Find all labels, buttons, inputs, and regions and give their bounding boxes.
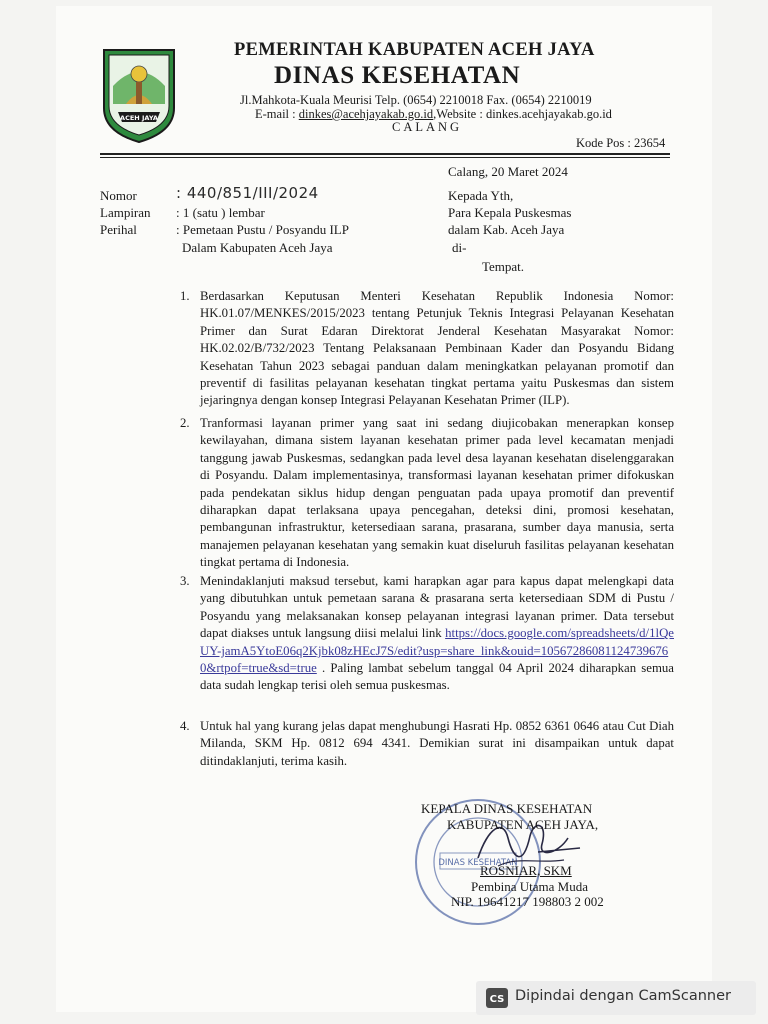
recipient-line: Tempat.: [482, 259, 525, 274]
letterhead-address: Jl.Mahkota-Kuala Meurisi Telp. (0654) 2210018 Fax. (0654) 2210019: [240, 93, 592, 107]
camscanner-icon: [486, 988, 508, 1008]
nomor-value: : 440/851/III/2024: [176, 184, 319, 202]
signatory-rank: Pembina Utama Muda: [471, 879, 588, 894]
email-link[interactable]: dinkes@acehjayakab.go.id: [298, 107, 434, 121]
signature-title-cont: KABUPATEN ACEH JAYA,: [447, 817, 599, 832]
perihal-value-cont: Dalam Kabupaten Aceh Jaya: [182, 240, 333, 255]
letterhead-postal-code: Kode Pos : 23654: [576, 136, 666, 150]
lampiran-label: Lampiran: [100, 205, 151, 220]
website-text: ,Website : dinkes.acehjayakab.go.id: [433, 107, 612, 121]
lampiran-value: : 1 (satu ) lembar: [176, 205, 265, 220]
recipient-line: dalam Kab. Aceh Jaya: [448, 222, 565, 237]
scanner-watermark-text: Dipindai dengan CamScanner: [515, 988, 732, 1004]
paragraph-text: Berdasarkan Keputusan Menteri Kesehatan Republik Indonesia Nomor: HK.01.07/MENKES/2015/2023 tentang Petunjuk Teknis Integrasi Pelayanan Kesehatan Primer dan Surat Edaran Direktorat Jenderal Kesehatan Masyarakat Nomor: HK.02.02/B/732/2023 Tentang Pelaksanaan Pembinaan Kader dan Posyandu Bidang Kesehatan Tahun 2023 sebagai panduan dalam meningkatkan pelayanan promotif dan preventif di fasilitas pelayanan kesehatan tingkat pertama yaitu Puskesmas dan sistem jejaringnya dengan konsep Integrasi Pelayanan Kesehatan Primer (ILP).: [200, 289, 674, 408]
paragraph-number: 2.: [180, 416, 190, 430]
stamp-text: DINAS KESEHATAN: [438, 858, 518, 868]
paragraph-number: 1.: [180, 289, 190, 303]
recipient-line: Kepada Yth,: [448, 188, 514, 203]
signatory-name: ROSNIAR, SKM: [480, 863, 572, 878]
perihal-value: : Pemetaan Pustu / Posyandu ILP: [176, 222, 349, 237]
letterhead-rule-thick: [100, 153, 670, 155]
body-paragraph-3: [180, 573, 674, 695]
letterhead-office: DINAS KESEHATAN: [274, 62, 521, 89]
recipient-line: Para Kepala Puskesmas: [448, 205, 572, 220]
letterhead: [0, 0, 768, 170]
spreadsheet-link[interactable]: https://docs.google.com/spreadsheets/d/1lQeUY-jamA5YtoE06q2Kjbk08zHEcJ7S/edit?usp=share_link&ouid=105672860811247396760&rtpof=true&sd=true: [200, 626, 674, 676]
paragraph-text-before: Menindaklanjuti maksud tersebut, kami harapkan agar para kapus dapat melengkapi data yang dibutuhkan untuk pemetaan sarana & prasarana serta ketersediaan SDM di Pustu / Posyandu yang melaksanakan konsep pelayanan integrasi layanan primer. Data tersebut dapat diakses untuk langsung diisi melalui link: [200, 574, 674, 641]
paragraph-text-after: . Paling lambat sebelum tanggal 04 April 2024 diharapkan semua data sudah lengkap terisi oleh semua puskesmas.: [200, 661, 674, 693]
paragraph-number: 4.: [180, 719, 190, 733]
letterhead-city: CALANG: [392, 120, 463, 134]
svg-text:CS: CS: [489, 994, 505, 1005]
email-label: E-mail :: [255, 107, 299, 121]
logo-caption: ACEH JAYA: [120, 114, 158, 122]
body-paragraph-2: [180, 415, 674, 572]
body-paragraph-4: [180, 718, 674, 770]
signatory-nip: NIP. 19641217 198803 2 002: [451, 894, 604, 909]
perihal-label: Perihal: [100, 222, 137, 237]
aceh-jaya-logo-icon: [98, 46, 180, 144]
nomor-label: Nomor: [100, 188, 137, 203]
recipient-line: di-: [452, 240, 467, 255]
signature-title: KEPALA DINAS KESEHATAN: [421, 801, 593, 816]
letterhead-rule-thin: [100, 157, 670, 158]
paragraph-number: 3.: [180, 574, 190, 588]
letterhead-government: PEMERINTAH KABUPATEN ACEH JAYA: [234, 40, 595, 60]
paragraph-text: Untuk hal yang kurang jelas dapat menghubungi Hasrati Hp. 0852 6361 0646 atau Cut Diah Milanda, SKM Hp. 0812 694 4341. Demikian surat ini disampaikan untuk dapat ditindaklanjuti, terima kasih.: [200, 719, 674, 768]
paragraph-text: Tranformasi layanan primer yang saat ini sedang diujicobakan menerapkan konsep kewilayahan, dimana sistem layanan kesehatan primer pada level kecamatan menjadi tanggung jawab Puskesmas, sedangkan pada level desa layanan kesehatan diselenggarakan di Posyandu. Dalam implementasinya, transformasi layanan kesehatan primer difokuskan pada pendekatan siklus hidup dengan penguatan pada upaya promotif dan preventif diharapkan dapat terlaksana upaya pencegahan, deteksi dini, promosi kesehatan, pembangunan infrastruktur, ketersediaan sarana, prasarana, sumber daya manusia, serta manajemen pelayanan kesehatan yang semakin kuat diseluruh fasilitas pelayanan kesehatan tingkat pertama di Indonesia.: [200, 416, 674, 570]
letter-date: Calang, 20 Maret 2024: [448, 164, 568, 179]
body-paragraph-1: [180, 288, 674, 410]
paragraph-text: [200, 573, 674, 695]
